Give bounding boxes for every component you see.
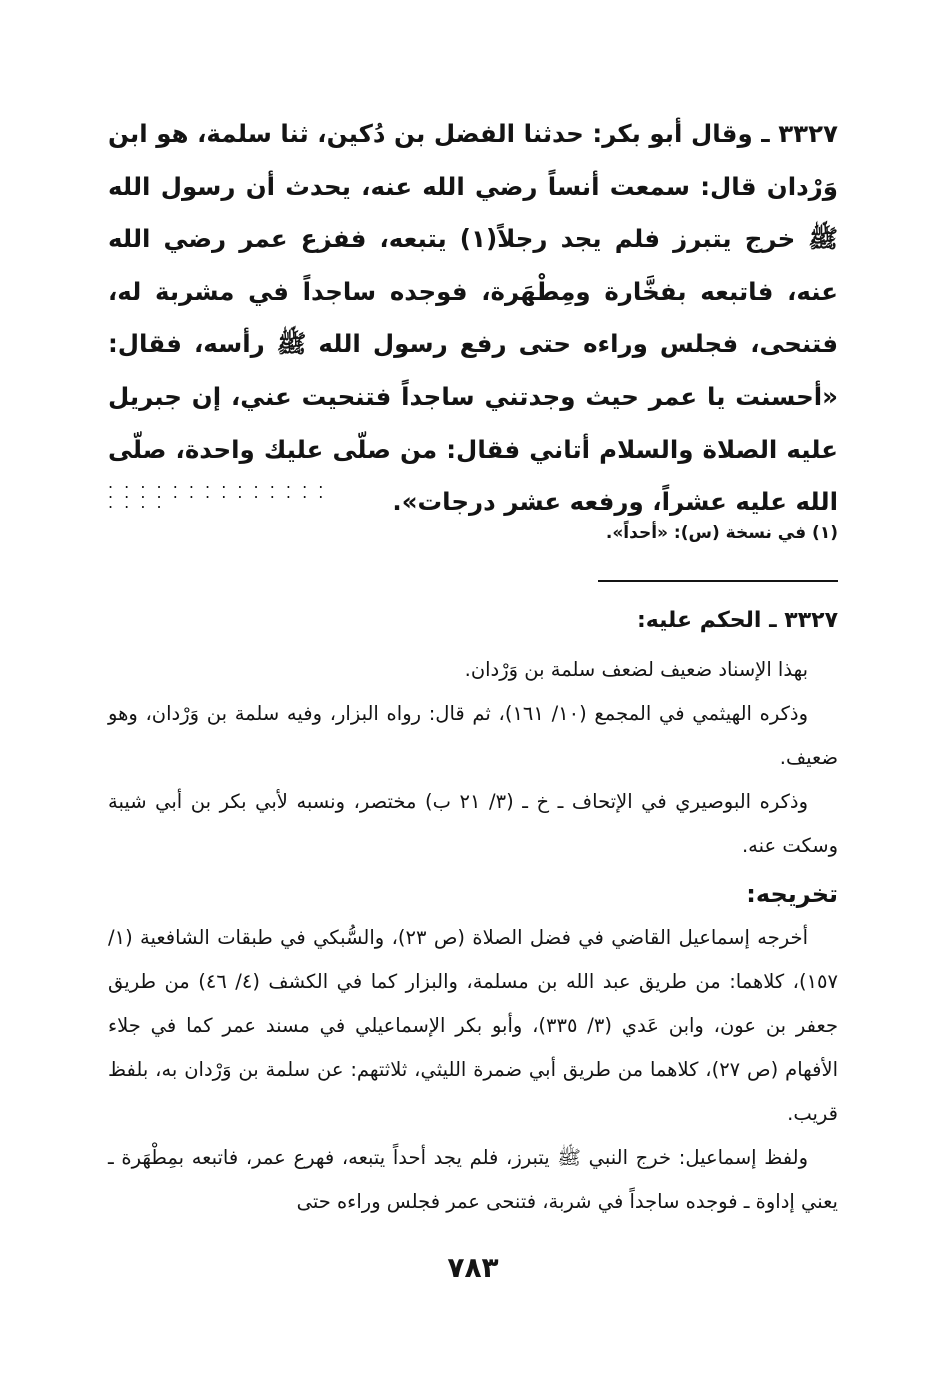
takhrij-body <box>108 916 838 1224</box>
ruling-heading: ٣٣٢٧ ـ الحكم عليه: <box>636 608 838 633</box>
takhrij-paragraph-1: أخرجه إسماعيل القاضي في فضل الصلاة (ص ٢٣)، والسُّبكي في طبقات الشافعية (١/ ١٥٧)، كلاهما: من طريق عبد الله بن مسلمة، والبزار كما في الكشف (٤/ ٤٦) من طريق جعفر بن عون، وابن عَدي (٣/ ٣٣٥)، وأبو بكر الإسماعيلي في مسند عمر كما في جلاء الأفهام (ص ٢٧)، كلاهما من طريق أبي ضمرة الليثي، ثلاثتهم: عن سلمة بن وَرْدان به، بلفظ قريب. <box>108 926 839 1125</box>
takhrij-paragraph-2: ولفظ إسماعيل: خرج النبي ﷺ يتبرز، فلم يجد أحداً يتبعه، فهرع عمر، فاتبعه بمِطْهَرة ـ يعني إداوة ـ فوجده ساجداً في شربة، فتنحى عمر فجلس وراءه حتى <box>108 1146 838 1213</box>
hadith-text <box>108 108 838 529</box>
ruling-body <box>108 648 838 868</box>
hadith-number: ٣٣٢٧ ـ <box>761 119 839 148</box>
hadith-body: وقال أبو بكر: حدثنا الفضل بن دُكين، ثنا سلمة، هو ابن وَرْدان قال: سمعت أنساً رضي الله عنه، يحدث أن رسول الله ﷺ خرج يتبرز فلم يجد رجلاً(١) يتبعه، ففزع عمر رضي الله عنه، فاتبعه بفخَّارة ومِطْهَرة، فوجده ساجداً في مشربة له، فتنحى، فجلس وراءه حتى رفع رسول الله ﷺ رأسه، فقال: «أحسنت يا عمر حيث وجدتني ساجداً فتنحيت عني، إن جبريل عليه الصلاة والسلام أتاني فقال: من صلّى عليك واحدة، صلّى الله عليه عشراً، ورفعه عشر درجات». <box>108 119 838 517</box>
footnote-1: (١) في نسخة (س): «أحداً». <box>605 523 838 543</box>
ruling-paragraph-1: بهذا الإسناد ضعيف لضعف سلمة بن وَرْدان. <box>464 658 808 681</box>
hadith-3327 <box>108 108 838 529</box>
takhrij-heading: تخريجه: <box>746 880 838 908</box>
section-divider <box>598 580 838 582</box>
book-page <box>108 0 838 1373</box>
page-number: ٧٨٣ <box>447 1251 499 1284</box>
footnote-separator: . . . . . . . . . . . . . . . . . . . . . . . . . . . . . . . . <box>108 473 327 512</box>
ruling-paragraph-3: وذكره البوصيري في الإتحاف ـ خ ـ (٣/ ٢١ ب) مختصر، ونسبه لأبي بكر بن أبي شيبة وسكت عنه. <box>108 790 838 857</box>
ruling-paragraph-2: وذكره الهيثمي في المجمع (١٠/ ١٦١)، ثم قال: رواه البزار، وفيه سلمة بن وَرْدان، وهو ضعيف. <box>108 702 838 769</box>
